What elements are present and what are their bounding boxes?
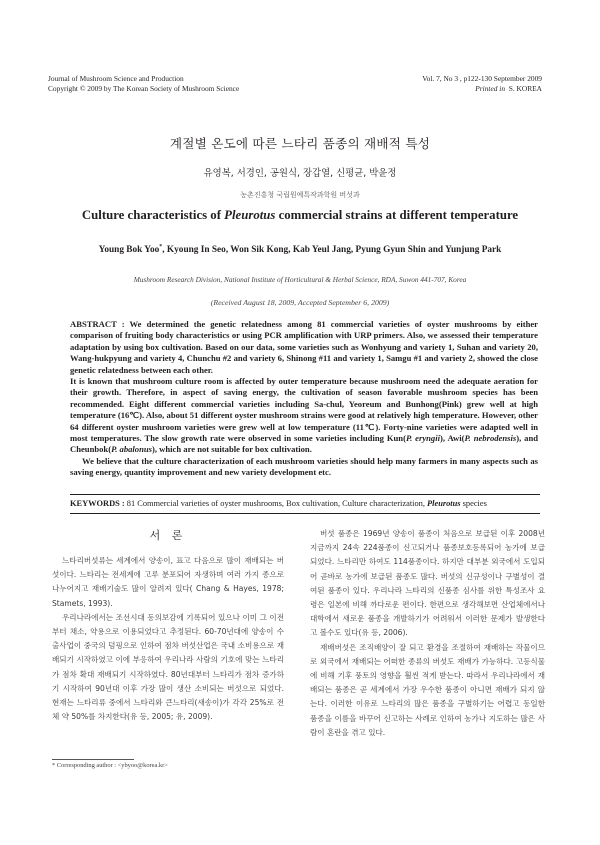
- abstract-paragraph-3: We believe that the culture characterization of each mushroom varieties should help many farmers in many aspects such as saving energy, quantity improvement and new variety development etc.: [70, 455, 538, 478]
- korean-affiliation: 농촌진흥청 국립원예특작과학원 버섯과: [240, 191, 360, 199]
- received-dates: (Received August 18, 2009, Accepted September 6, 2009): [210, 298, 390, 307]
- section-title-introduction: 서 론: [149, 529, 187, 542]
- abstract-p2-mid1: ), Awi(: [440, 433, 465, 444]
- english-affiliation: Mushroom Research Division, National Institute of Horticultural & Herbal Science, RDA, Suwon 441-707, Korea: [133, 275, 467, 284]
- abstract-paragraph-2: [70, 376, 538, 456]
- journal-header-left: [48, 74, 239, 94]
- first-author: Young Bok Yoo: [98, 245, 160, 256]
- keywords-genus: Pleurotus: [427, 499, 461, 508]
- keywords-top-rule: [70, 494, 540, 495]
- keywords-post: species: [460, 499, 487, 508]
- volume-line: Vol. 7, No 3 , p122-130 September 2009: [422, 74, 542, 83]
- corresponding-mark: *: [159, 244, 163, 250]
- journal-header-right: [422, 74, 542, 94]
- korean-authors: 유영복, 서경인, 공원식, 장갑열, 신평균, 박윤정: [203, 168, 397, 179]
- species-nebrodensis: P. nebrodensis: [464, 433, 517, 444]
- korean-title: 계절별 온도에 따른 느타리 품종의 재배적 특성: [169, 136, 431, 151]
- intro-paragraph-4: 재배버섯은 조직배양이 잘 되고 환경을 조절하여 재배하는 작물이므로 외국에서 재배되는 어떠한 종류의 버섯도 재배가 가능하다. 고등식물에 비해 기후 풍토의 영향을 훨씬 적게 받는다. 따라서 우리나라에서 재배되는 품종은 곧 세계에서 가장 우수한 품종이 아니면 재배가 되지 않는다. 이러한 이유로 느타리의 많은 품종을 구별하기는 어렵고 동일한 품종을 이름을 바꾸어 신고하는 사례로 인하여 농가나 지도하는 많은 사람이 혼란을 겪고 있다.: [310, 642, 545, 737]
- keywords-bottom-rule: [70, 513, 540, 514]
- printed-country: S. KOREA: [508, 84, 542, 93]
- keywords-text: 81 Commercial varieties of oyster mushrooms, Box cultivation, Culture characterization,: [126, 499, 428, 508]
- abstract-p2-mid2: ), and Cheunbok(: [70, 433, 539, 455]
- intro-paragraph-3: 버섯 품종은 1969년 양송이 품종이 처음으로 보급된 이후 2008년 지금까지 24속 224품종이 신고되거나 품종보호등록되어 농가에 보급되었다. 느타리만 하여도 114품종이다. 하지만 대부분 외국에서 도입되어 곧바로 농가에 보급된 품종도 많다. 버섯의 신규성이나 구별성이 결여된 품종이 있다. 우리나라 느타리의 신품종 심사를 위한 특성조사 요령은 일본에 비해 까다로운 편이다. 한편으로 생각해보면 산업체에서나 대학에서 새로운 품종을 개발하기가 어려워서 이러한 문제가 발생한다고 볼수도 있다(유 등, 2006).: [310, 529, 545, 638]
- english-authors: [0, 244, 600, 255]
- introduction-right-column: [310, 527, 545, 740]
- corresponding-author-footnote: * Corresponding author : <ybyoo@korea.kr>: [52, 762, 168, 769]
- keywords: [70, 498, 540, 509]
- footnote-rule: [52, 759, 134, 760]
- english-title: [0, 208, 600, 223]
- printed-line: [422, 84, 542, 94]
- printed-prefix: Printed in: [475, 84, 506, 93]
- abstract-p2-text: It is known that mushroom culture room is affected by outer temperature because mushroom need the adequate aeration for their growth. Therefore, in aspect of saving energy, the cultivation of season favorable mushroom species has been recommended. Eight different commercial varieties including Sa-chul, Yeoreum and Bunhong(Pink) grew well at high temperature (16℃). Also, about 51 different oyster mushroom strains were good at relatively high temperature. However, other 64 different oyster mushroom varieties were grew well at low temperature (11℃). Forty-nine varieties were adapted well in most temperatures. The slow growth rate were observed in some varieties including Kun(: [70, 376, 538, 444]
- introduction-left-column: [52, 554, 284, 724]
- english-title-post: commercial strains at different temperature: [275, 208, 519, 222]
- intro-paragraph-1: 느타리버섯류는 세계에서 양송이, 표고 다음으로 많이 재배되는 버섯이다. 느타리는 전세계에 고루 분포되어 자생하며 여러 가지 종으로 나누어지고 재배기술도 많이 알려져 있다( Chang & Hayes, 1978; Stamets, 1993).: [52, 556, 284, 608]
- species-eryngii: P. eryngii: [405, 433, 440, 444]
- copyright-line: Copyright © 2009 by The Korean Society of Mushroom Science: [48, 84, 240, 93]
- other-authors: , Kyoung In Seo, Won Sik Kong, Kab Yeul Jang, Pyung Gyun Shin and Yunjung Park: [162, 245, 502, 256]
- intro-paragraph-2: 우리나라에서는 조선시대 동의보감에 기록되어 있으나 이미 그 이전부터 채소, 약용으로 이용되었다고 추정된다. 60-70년대에 양송이 수출사업이 중국의 덤핑으로 인하여 점차 버섯산업은 국내 소비용으로 재배되기 시작하였고 이에 부응하여 우리나라 사람의 기호에 맞는 느타리가 점차 확대 재배되기 시작하였다. 80년대부터 느타리가 점차 증가하기 시작하여 90년대 이후 가장 많이 생산 소비되는 버섯으로 되었다. 현재는 느타리류 중에서 느타리와 큰느타리(새송이)가 각각 25%로 전체 약 50%를 차지한다(유 등, 2005; 유, 2009).: [52, 612, 284, 722]
- keywords-label: KEYWORDS :: [70, 499, 127, 508]
- english-title-pre: Culture characteristics of: [81, 208, 225, 222]
- english-title-genus: Pleurotus: [224, 208, 276, 222]
- abstract-paragraph-1: ABSTRACT : We determined the genetic relatedness among 81 commercial varieties of oyster mushrooms by either comparison of fruiting body characteristics or using PCR amplification with URP primers. Also, we assessed their temperature adaptation by using box cultivation. Based on our data, some varieties such as Wonhyung and variety 1, Suhan and variety 20, Wang-hukpyung and variety 4, Chunchu #2 and variety 6, Shinong #11 and variety 1, Samgu #1 and variety 2, showed the close genetic relatedness between each other.: [70, 319, 538, 375]
- species-abalonus: P. abalonus: [111, 444, 152, 455]
- abstract: [70, 319, 538, 479]
- abstract-p2-post: ), which are not suitable for box cultivation.: [152, 444, 312, 455]
- journal-name: Journal of Mushroom Science and Production: [48, 74, 184, 83]
